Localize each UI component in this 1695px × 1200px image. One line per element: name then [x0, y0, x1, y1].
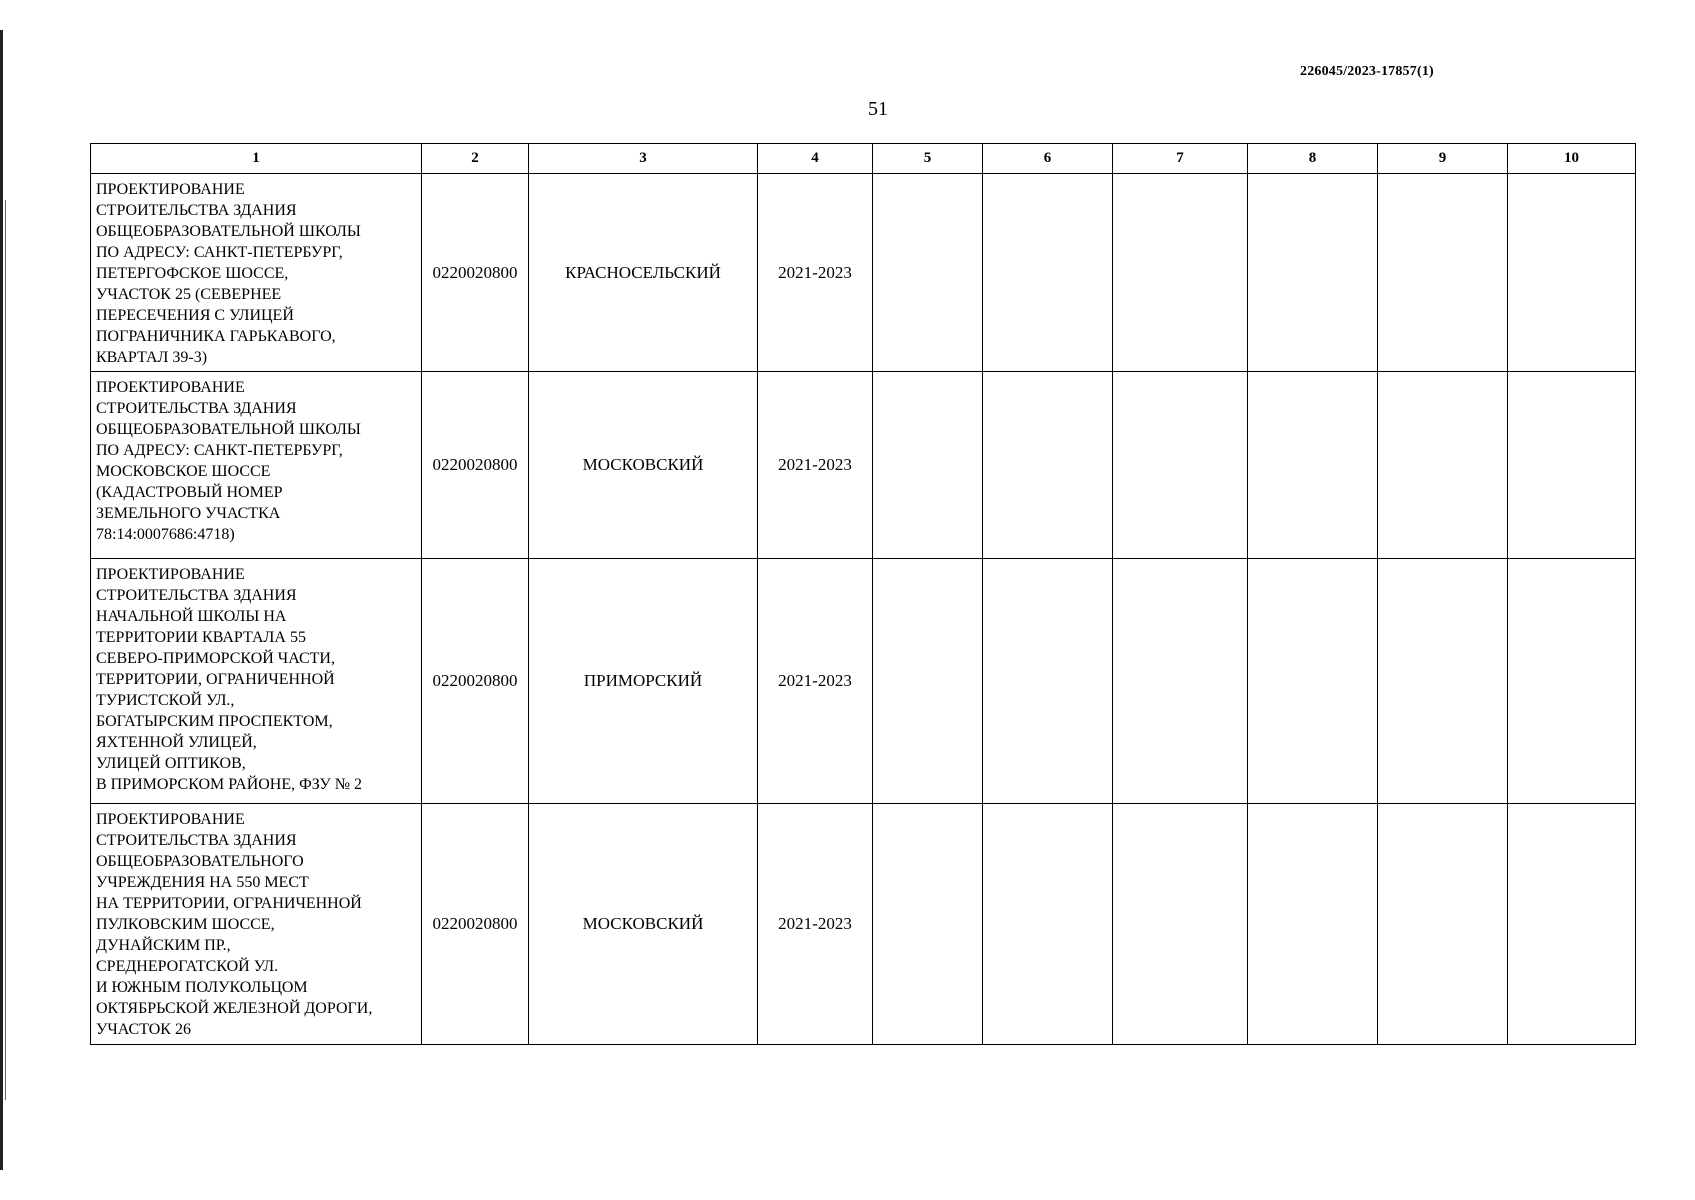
budget-code-cell: 0220020800: [422, 372, 529, 559]
empty-cell: [1113, 559, 1248, 804]
project-name-cell: ПРОЕКТИРОВАНИЕ СТРОИТЕЛЬСТВА ЗДАНИЯ НАЧАЛЬНОЙ ШКОЛЫ НА ТЕРРИТОРИИ КВАРТАЛА 55 СЕВЕРО-ПРИМОРСКОЙ ЧАСТИ, ТЕРРИТОРИИ, ОГРАНИЧЕННОЙ ТУРИСТСКОЙ УЛ., БОГАТЫРСКИМ ПРОСПЕКТОМ, ЯХТЕННОЙ УЛИЦЕЙ, УЛИЦЕЙ ОПТИКОВ, В ПРИМОРСКОМ РАЙОНЕ, ФЗУ № 2: [91, 559, 422, 804]
table-header-row: [91, 144, 1636, 174]
table-row: [91, 174, 1636, 372]
budget-code-cell: 0220020800: [422, 804, 529, 1045]
column-header: 10: [1508, 144, 1636, 174]
period-cell: 2021-2023: [758, 174, 873, 372]
column-header: 7: [1113, 144, 1248, 174]
column-header: 9: [1378, 144, 1508, 174]
budget-code-cell: 0220020800: [422, 559, 529, 804]
district-cell: ПРИМОРСКИЙ: [529, 559, 758, 804]
page-number: 51: [868, 98, 888, 120]
empty-cell: [1248, 804, 1378, 1045]
empty-cell: [1248, 372, 1378, 559]
period-cell: 2021-2023: [758, 372, 873, 559]
projects-table: [90, 143, 1636, 1045]
scan-edge-mark-secondary: [5, 200, 6, 1100]
column-header: 2: [422, 144, 529, 174]
empty-cell: [873, 804, 983, 1045]
project-name-cell: ПРОЕКТИРОВАНИЕ СТРОИТЕЛЬСТВА ЗДАНИЯ ОБЩЕОБРАЗОВАТЕЛЬНОЙ ШКОЛЫ ПО АДРЕСУ: САНКТ-ПЕТЕРБУРГ, МОСКОВСКОЕ ШОССЕ (КАДАСТРОВЫЙ НОМЕР ЗЕМЕЛЬНОГО УЧАСТКА 78:14:0007686:4718): [91, 372, 422, 559]
empty-cell: [983, 372, 1113, 559]
district-cell: МОСКОВСКИЙ: [529, 804, 758, 1045]
project-name-cell: ПРОЕКТИРОВАНИЕ СТРОИТЕЛЬСТВА ЗДАНИЯ ОБЩЕОБРАЗОВАТЕЛЬНОГО УЧРЕЖДЕНИЯ НА 550 МЕСТ НА ТЕРРИТОРИИ, ОГРАНИЧЕННОЙ ПУЛКОВСКИМ ШОССЕ, ДУНАЙСКИМ ПР., СРЕДНЕРОГАТСКОЙ УЛ. И ЮЖНЫМ ПОЛУКОЛЬЦОМ ОКТЯБРЬСКОЙ ЖЕЛЕЗНОЙ ДОРОГИ, УЧАСТОК 26: [91, 804, 422, 1045]
scan-edge-mark: [0, 30, 3, 1170]
empty-cell: [1508, 372, 1636, 559]
empty-cell: [1248, 559, 1378, 804]
document-id: 226045/2023-17857(1): [1300, 64, 1434, 79]
district-cell: КРАСНОСЕЛЬСКИЙ: [529, 174, 758, 372]
empty-cell: [1378, 559, 1508, 804]
empty-cell: [873, 174, 983, 372]
empty-cell: [873, 559, 983, 804]
empty-cell: [983, 174, 1113, 372]
empty-cell: [1248, 174, 1378, 372]
empty-cell: [1508, 174, 1636, 372]
empty-cell: [1113, 372, 1248, 559]
empty-cell: [1378, 804, 1508, 1045]
empty-cell: [1508, 804, 1636, 1045]
empty-cell: [1508, 559, 1636, 804]
empty-cell: [1378, 372, 1508, 559]
column-header: 3: [529, 144, 758, 174]
empty-cell: [983, 804, 1113, 1045]
empty-cell: [873, 372, 983, 559]
column-header: 8: [1248, 144, 1378, 174]
table-row: [91, 804, 1636, 1045]
empty-cell: [1113, 174, 1248, 372]
column-header: 5: [873, 144, 983, 174]
empty-cell: [983, 559, 1113, 804]
period-cell: 2021-2023: [758, 804, 873, 1045]
budget-code-cell: 0220020800: [422, 174, 529, 372]
column-header: 4: [758, 144, 873, 174]
period-cell: 2021-2023: [758, 559, 873, 804]
table-row: [91, 559, 1636, 804]
column-header: 1: [91, 144, 422, 174]
empty-cell: [1113, 804, 1248, 1045]
empty-cell: [1378, 174, 1508, 372]
table-row: [91, 372, 1636, 559]
column-header: 6: [983, 144, 1113, 174]
project-name-cell: ПРОЕКТИРОВАНИЕ СТРОИТЕЛЬСТВА ЗДАНИЯ ОБЩЕОБРАЗОВАТЕЛЬНОЙ ШКОЛЫ ПО АДРЕСУ: САНКТ-ПЕТЕРБУРГ, ПЕТЕРГОФСКОЕ ШОССЕ, УЧАСТОК 25 (СЕВЕРНЕЕ ПЕРЕСЕЧЕНИЯ С УЛИЦЕЙ ПОГРАНИЧНИКА ГАРЬКАВОГО, КВАРТАЛ 39-3): [91, 174, 422, 372]
district-cell: МОСКОВСКИЙ: [529, 372, 758, 559]
